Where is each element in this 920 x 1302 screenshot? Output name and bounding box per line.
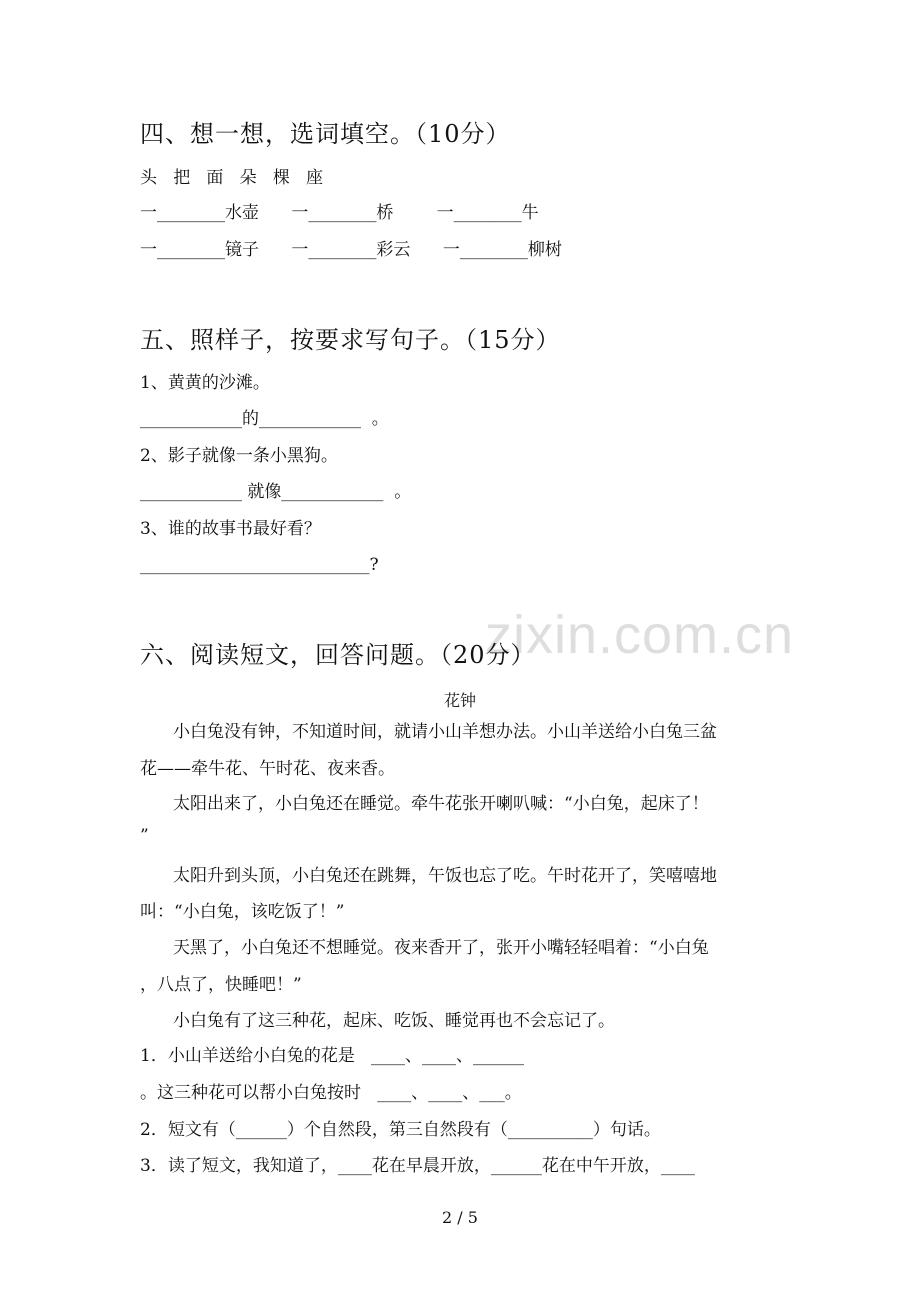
passage-title: 花钟 bbox=[443, 691, 476, 710]
paragraph-1-line-1: 小白兔没有钟，不知道时间，就请小山羊想办法。小山羊送给小白兔三盆 bbox=[173, 722, 717, 742]
example-3: 3、谁的故事书最好看？ bbox=[140, 519, 321, 539]
section-5-heading: 五、照样子，按要求写句子。（15分） bbox=[140, 326, 561, 354]
answer-line-1: ____________的____________ 。 bbox=[140, 409, 389, 429]
example-2: 2、影子就像一条小黑狗。 bbox=[140, 446, 338, 466]
fill-row-2: 一________镜子 一________彩云 一________柳树 bbox=[140, 240, 562, 260]
answer-line-2: ____________ 就像____________ 。 bbox=[140, 482, 412, 502]
fill-row-1: 一________水壶 一________桥 一________牛 bbox=[140, 203, 539, 223]
example-1: 1、黄黄的沙滩。 bbox=[140, 373, 270, 393]
paragraph-2-line-1: 太阳出来了，小白兔还在睡觉。牵牛花张开喇叭喊：“小白兔，起床了！ bbox=[173, 794, 709, 814]
paragraph-3-line-2: 叫：“小白兔，该吃饭了！” bbox=[140, 902, 345, 922]
word-choices: 头 把 面 朵 棵 座 bbox=[140, 168, 324, 188]
question-2: 2．短文有（______）个自然段，第三自然段有（__________）句话。 bbox=[140, 1120, 661, 1140]
paragraph-2-line-2: ” bbox=[140, 826, 149, 846]
section-6-heading: 六、阅读短文，回答问题。（20分） bbox=[140, 641, 536, 669]
question-1-line-1: 1．小山羊送给小白兔的花是 ____、____、______ bbox=[140, 1046, 525, 1066]
paragraph-3-line-1: 太阳升到头顶，小白兔还在跳舞，午饭也忘了吃。午时花开了，笑嘻嘻地 bbox=[173, 866, 717, 886]
question-3: 3．读了短文，我知道了，____花在早晨开放，______花在中午开放，____ bbox=[140, 1156, 695, 1176]
section-4-heading: 四、想一想，选词填空。（10分） bbox=[140, 120, 511, 148]
answer-line-3: ___________________________? bbox=[140, 555, 379, 575]
question-1-line-2: 。这三种花可以帮小白兔按时 ____、____、___。 bbox=[140, 1083, 522, 1103]
paragraph-4-line-1: 天黑了，小白兔还不想睡觉。夜来香开了，张开小嘴轻轻唱着：“小白兔 bbox=[173, 938, 709, 958]
paragraph-4-line-2: ，八点了，快睡吧！” bbox=[140, 975, 302, 995]
page-number: 2 / 5 bbox=[442, 1208, 478, 1227]
watermark: zixin.com.cn bbox=[485, 605, 795, 665]
paragraph-5: 小白兔有了这三种花，起床、吃饭、睡觉再也不会忘记了。 bbox=[173, 1011, 615, 1031]
paragraph-1-line-2: 花——牵牛花、午时花、夜来香。 bbox=[140, 759, 395, 779]
